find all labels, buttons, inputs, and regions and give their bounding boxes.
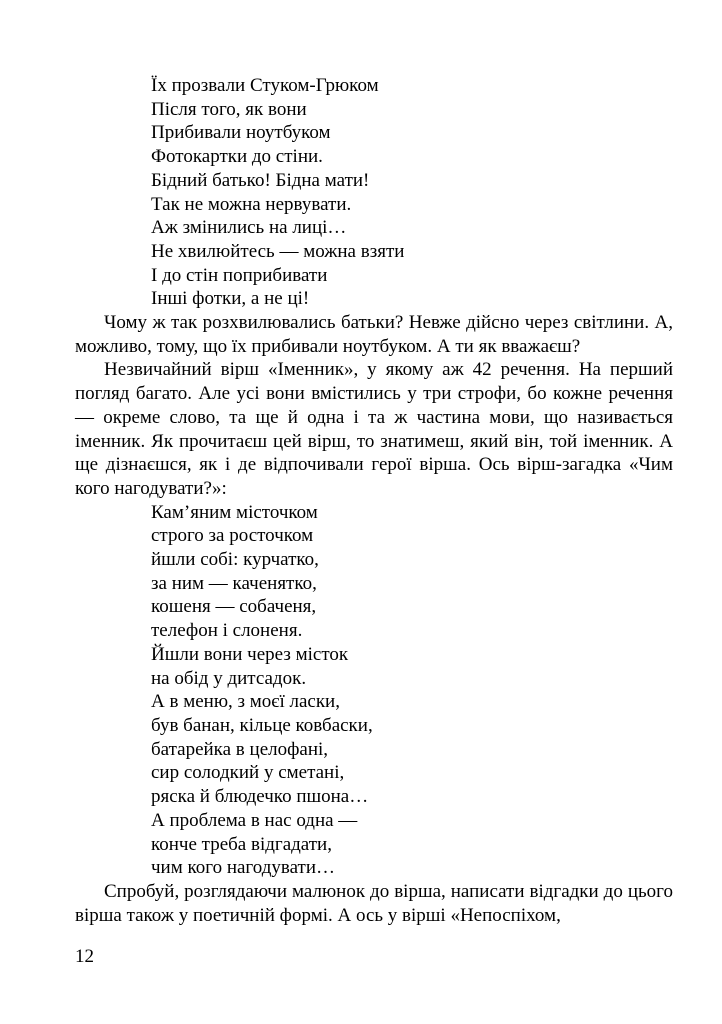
- poem-line: І до стін поприбивати: [151, 264, 328, 286]
- poem-line: Так не можна нервувати.: [151, 193, 352, 215]
- poem-line: телефон і слоненя.: [151, 620, 303, 642]
- paragraph-task: Спробуй, розглядаючи малюнок до вірша, написати відгадки до цього вірша також у поетичній формі. А ось у вірші «Непоспіхом,: [75, 880, 673, 926]
- poem-line: А проблема в нас одна —: [151, 809, 358, 831]
- poem-line: Після того, як вони: [151, 98, 307, 120]
- poem-line: Інші фотки, а не ці!: [151, 288, 310, 310]
- poem-line: чим кого нагодувати…: [151, 857, 336, 879]
- poem-line: строго за росточком: [151, 525, 314, 547]
- poem-line: конче треба відгадати,: [151, 833, 332, 855]
- page-number: 12: [75, 946, 94, 967]
- poem-line: А в меню, з моєї ласки,: [151, 691, 340, 713]
- poem-line: сир солодкий у сметані,: [151, 762, 345, 784]
- poem-line: Аж змінились на лиці…: [151, 217, 347, 239]
- poem-line: Не хвилюйтесь — можна взяти: [151, 240, 405, 262]
- poem-line: Кам’яним місточком: [151, 501, 318, 523]
- poem-line: Їх прозвали Стуком-Грюком: [151, 75, 379, 96]
- page-text: [75, 74, 673, 927]
- poem-line: був банан, кільце ковбаски,: [151, 714, 373, 736]
- poem-line: йшли собі: курчатко,: [151, 549, 319, 571]
- poem-riddle: [75, 501, 673, 880]
- poem-line: за ним — каченятко,: [151, 572, 317, 594]
- poem-line: ряска й блюдечко пшона…: [151, 786, 369, 808]
- poem-line: Йшли вони через місток: [151, 643, 349, 665]
- poem-line: кошеня — собаченя,: [151, 596, 317, 618]
- poem-stuk-hriuk: [75, 74, 673, 311]
- poem-line: на обід у дитсадок.: [151, 667, 307, 689]
- poem-line: батарейка в целофані,: [151, 738, 329, 760]
- poem-line: Фотокартки до стіни.: [151, 146, 323, 168]
- poem-line: Прибивали ноутбуком: [151, 122, 331, 144]
- paragraph-imennyk: Незвичайний вірш «Іменник», у якому аж 42 речення. На перший погляд багато. Але усі вони вмістились у три строфи, бо кожне речення — окреме слово, та ще й одна і та ж частина мови, що називається іменник. Як прочитаєш цей вірш, то знатимеш, який він, той іменник. А ще дізнаєшся, як і де відпочивали герої вірша. Ось вірш-загадка «Чим кого нагодувати?»:: [75, 359, 673, 499]
- poem-line: Бідний батько! Бідна мати!: [151, 169, 370, 191]
- paragraph-question: Чому ж так розхвилювались батьки? Невже дійсно через світлини. А, можливо, тому, що їх прибивали ноутбуком. А ти як вважаєш?: [75, 312, 673, 357]
